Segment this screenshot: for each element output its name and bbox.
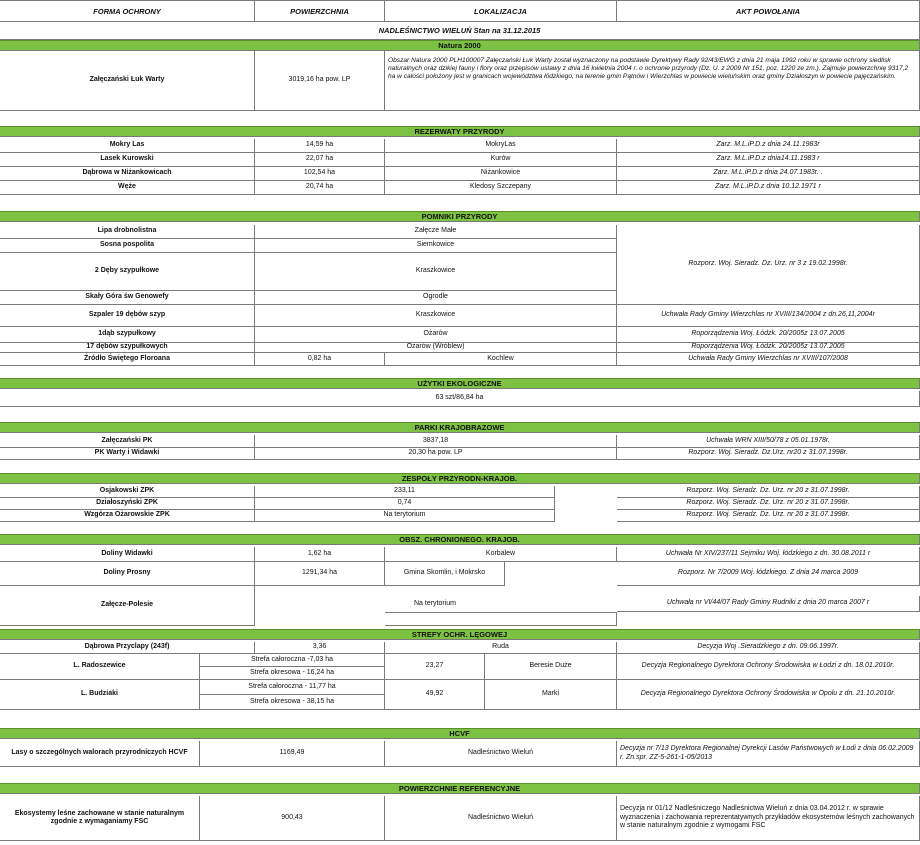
reserve-area[interactable]: 20,74 ha bbox=[255, 181, 385, 195]
landscape-act[interactable]: Rozporz. Nr 7/2009 Woj. łódzkiego. Z dnia 24 marca 2009 bbox=[617, 562, 920, 586]
nesting-area[interactable]: 3,36 bbox=[255, 642, 385, 654]
nesting-location[interactable]: Marki bbox=[485, 680, 617, 710]
reserve-location[interactable]: Kledosy Szczepany bbox=[385, 181, 617, 195]
reserve-location[interactable]: MokryLas bbox=[385, 139, 617, 153]
monument-name[interactable]: Skały Góra św Genowefy bbox=[0, 291, 255, 305]
monument-act[interactable]: Roporządzenia Woj. Łódzk. 20/2005z 13.07.2005 bbox=[617, 327, 920, 343]
complex-area[interactable]: 0,74 bbox=[255, 498, 555, 510]
complex-act[interactable]: Rozporz. Woj. Sieradz. Dz. Urz. nr 20 z 31.07.1998r. bbox=[617, 510, 920, 522]
nesting-act[interactable]: Decyzja Regionalnego Dyrektora Ochrony Środowiska w Opolu z dn. 21.10.2010r. bbox=[617, 680, 920, 710]
empty-cell bbox=[385, 612, 617, 626]
ecological-value[interactable]: 63 szt/86,84 ha bbox=[0, 391, 920, 407]
col-header-form[interactable]: FORMA OCHRONY bbox=[0, 0, 255, 22]
section-hcvf: HCVF bbox=[0, 728, 920, 739]
landscape-name[interactable]: Doliny Widawki bbox=[0, 547, 255, 562]
reserve-act[interactable]: Zarz. M.L.iP.D.z dnia 24.11.1983r bbox=[617, 139, 920, 153]
monument-location[interactable]: Kochlew bbox=[385, 353, 617, 366]
nesting-zone[interactable]: Strefa okresowa - 16,24 ha bbox=[200, 667, 385, 680]
hcvf-act[interactable]: Decyzja nr 7/13 Dyrektora Regionalnej Dyrekcji Lasów Państwowych w Łodi z dnia 06.02.2009 r. Zn.spr. ZZ-5-261-1-05/2013 bbox=[617, 741, 920, 767]
nesting-zone[interactable]: Strefa całoroczna -7,03 ha bbox=[200, 654, 385, 667]
section-complexes: ZESPOŁY PRZYRODN-KRAJOB. bbox=[0, 473, 920, 484]
reserve-area[interactable]: 14,59 ha bbox=[255, 139, 385, 153]
monument-location[interactable]: Ożarów (Wróblew) bbox=[255, 343, 617, 353]
complex-area[interactable]: 233,11 bbox=[255, 486, 555, 498]
hcvf-name[interactable]: Lasy o szczególnych walorach przyrodniczych HCVF bbox=[0, 741, 200, 767]
monument-area[interactable]: 0,82 ha bbox=[255, 353, 385, 366]
monument-location[interactable]: Kraszkowice bbox=[255, 305, 617, 327]
section-reference: POWIERZCHNIE REFERENCYJNE bbox=[0, 783, 920, 794]
section-monuments: POMNIKI PRZYRODY bbox=[0, 211, 920, 222]
reference-location[interactable]: Nadleśnictwo Wieluń bbox=[385, 796, 617, 841]
reserve-location[interactable]: Niżankowice bbox=[385, 167, 617, 181]
natura-area[interactable]: 3019,16 ha pow. LP bbox=[255, 51, 385, 111]
landscape-location[interactable]: Na terytorium bbox=[413, 599, 456, 607]
park-name[interactable]: PK Warty i Widawki bbox=[0, 448, 255, 460]
park-area[interactable]: 20,30 ha pow. LP bbox=[255, 448, 617, 460]
monument-merged-act[interactable]: Rozporz. Woj. Sieradz. Dz. Urz. nr 3 z 19.02.1998r. bbox=[617, 225, 920, 305]
col-header-area[interactable]: POWIERZCHNIA bbox=[255, 0, 385, 22]
reserve-name[interactable]: Dąbrowa w Niżankowicach bbox=[0, 167, 255, 181]
complex-name[interactable]: Wzgórza Ożarowskie ZPK bbox=[0, 510, 255, 522]
section-reserves: REZERWATY PRZYRODY bbox=[0, 126, 920, 137]
nesting-zone[interactable]: Strefa okresowa - 38,15 ha bbox=[200, 695, 385, 710]
nesting-name[interactable]: Dąbrowa Przyclapy (243f) bbox=[0, 642, 255, 654]
col-header-act[interactable]: AKT POWOŁANIA bbox=[617, 0, 920, 22]
section-nesting: STREFY OCHR. LĘGOWEJ bbox=[0, 629, 920, 640]
nesting-area[interactable]: 23,27 bbox=[385, 654, 485, 680]
reserve-location[interactable]: Kurów bbox=[385, 153, 617, 167]
park-act[interactable]: Uchwała WRN XIII/50/78 z 05.01.1978r. bbox=[617, 435, 920, 448]
hcvf-area[interactable]: 1169,49 bbox=[200, 741, 385, 767]
section-parks: PARKI KRAJOBRAZOWE bbox=[0, 422, 920, 433]
nesting-location[interactable]: Beresie Duże bbox=[485, 654, 617, 680]
reference-act[interactable]: Decyzja nr 01/12 Nadleśniczego Nadleśnictwa Wieluń z dnia 03.04.2012 r. w sprawie wyznaczenia i zachowania reprezentatywnych przykładów ekosystemów leśnych zachowanych w stanie naturalnym zgodnie z wymogami FSC bbox=[617, 796, 920, 841]
reserve-name[interactable]: Mokry Las bbox=[0, 139, 255, 153]
nesting-act[interactable]: Decyzja Woj .Sieradzkiego z dn. 09.06.1997r. bbox=[617, 642, 920, 654]
reserve-act[interactable]: Zarz. M.L.iP.D.z dnia 10.12.1971 r bbox=[617, 181, 920, 195]
monument-name[interactable]: 2 Dęby szypułkowe bbox=[0, 253, 255, 291]
nesting-zone[interactable]: Strefa całoroczna - 11,77 ha bbox=[200, 680, 385, 695]
nesting-name[interactable]: L. Radoszewice bbox=[0, 654, 200, 680]
monument-location[interactable]: Siemkowice bbox=[255, 239, 617, 253]
reference-name[interactable]: Ekosystemy leśne zachowane w stanie naturalnym zgodnie z wymaganiamy FSC bbox=[0, 796, 200, 841]
reserve-act[interactable]: Zarz. M.L.iP.D.z dnia14.11.1983 r bbox=[617, 153, 920, 167]
natura-description[interactable]: Obszar Natura 2000 PLH100007 Załęczański Łuk Warty został wyznaczony na podstawie Dyrektywy Rady 92/43/EWG z dnia 21 maja 1992 roku w sprawie ochrony siedlisk naturalnych oraz dzikiej fauny i flory oraz przepisów ustawy z dnia 16 kwietnia 2004 r. o ochronie przyrody (Dz. U. z 2009 Nr 151, poz. 1220 ze zm.). Zajmuje powierzchnię 9317,2 ha w całości położony jest w granicach województwa łódzkiego, na terenie gmin Pątnów i Wierzchlas w powiecie wieluńskim oraz gminy Działoszyn w powiecie pajęczańskim. bbox=[385, 51, 920, 111]
landscape-act[interactable]: Uchwała nr VI/44/07 Rady Gminy Rudniki z dnia 20 marca 2007 r bbox=[617, 596, 920, 612]
monument-name[interactable]: Szpaler 19 dębów szyp bbox=[0, 305, 255, 327]
landscape-name[interactable]: Doliny Prosny bbox=[0, 562, 255, 586]
monument-act[interactable]: Uchwała Rady Gminy Wierzchlas nr XVIII/107/2008 bbox=[617, 353, 920, 366]
reserve-name[interactable]: Węże bbox=[0, 181, 255, 195]
landscape-act[interactable]: Uchwała Nr XIV/237/11 Sejmiku Woj. łódzkiego z dn. 30.08.2011 r bbox=[617, 547, 920, 562]
natura-name[interactable]: Załęczański Łuk Warty bbox=[0, 51, 255, 111]
monument-name[interactable]: Lipa drobnolistna bbox=[0, 225, 255, 239]
reserve-act[interactable]: Zarz. M.L.iP.D.z dnia 24.07.1983r. . bbox=[617, 167, 920, 181]
landscape-area[interactable]: 1291,34 ha bbox=[255, 562, 385, 586]
monument-location[interactable]: Ożarów bbox=[255, 327, 617, 343]
empty-cell bbox=[255, 586, 385, 612]
reference-area[interactable]: 900,43 bbox=[200, 796, 385, 841]
section-natura: Natura 2000 bbox=[0, 40, 920, 51]
nesting-area[interactable]: 49,92 bbox=[385, 680, 485, 710]
page-title: NADLEŚNICTWO WIELUŃ Stan na 31.12.2015 bbox=[0, 22, 920, 40]
nesting-location[interactable]: Ruda bbox=[385, 642, 617, 654]
section-ecological: UŻYTKI EKOLOGICZNE bbox=[0, 378, 920, 389]
complex-name[interactable]: Osjakowski ZPK bbox=[0, 486, 255, 498]
nesting-act[interactable]: Decyzja Regionalnego Dyrektora Ochrony Środowiska w Łodzi z dn. 18.01.2010r. bbox=[617, 654, 920, 680]
park-name[interactable]: Załęczański PK bbox=[0, 435, 255, 448]
complex-act[interactable]: Rozporz. Woj. Sieradz. Dz. Urz. nr 20 z 31.07.1998r. bbox=[617, 498, 920, 510]
landscape-area[interactable]: 1,62 ha bbox=[255, 547, 385, 562]
monument-location[interactable]: Załęcze Małe bbox=[255, 225, 617, 239]
reserve-area[interactable]: 102,54 ha bbox=[255, 167, 385, 181]
landscape-name[interactable]: Załęcze-Polesie bbox=[0, 586, 255, 626]
col-header-location[interactable]: LOKALIZACJA bbox=[385, 0, 617, 22]
reserve-area[interactable]: 22,07 ha bbox=[255, 153, 385, 167]
monument-act[interactable]: Roporządzenia Woj. Łódzk. 20/2005z 13.07.2005 bbox=[617, 343, 920, 353]
monument-name[interactable]: Źródło Świętego Floroana bbox=[0, 353, 255, 366]
complex-area[interactable]: Na terytorium bbox=[255, 510, 555, 522]
complex-name[interactable]: Działoszyński ZPK bbox=[0, 498, 255, 510]
section-landscape: OBSZ. CHRONIONEGO. KRAJOB. bbox=[0, 534, 920, 545]
nesting-name[interactable]: L. Budziaki bbox=[0, 680, 200, 710]
monument-name[interactable]: Sosna pospolita bbox=[0, 239, 255, 253]
monument-act[interactable]: Uchwała Rady Gminy Wierzchlas nr XVIII/134/2004 z dn.26,11,2004r bbox=[617, 305, 920, 327]
monument-name[interactable]: 17 dębów szypułkowych bbox=[0, 343, 255, 353]
park-act[interactable]: Rozporz. Woj. Sieradz. Dz.Urz. nr20 z 31.07.1998r. bbox=[617, 448, 920, 460]
monument-location[interactable]: Kraszkowice bbox=[255, 253, 617, 291]
park-area[interactable]: 3837,18 bbox=[255, 435, 617, 448]
monument-location[interactable]: Ogrodle bbox=[255, 291, 617, 305]
landscape-location[interactable]: Gmina Skomlin, i Mokrsko bbox=[385, 562, 505, 586]
landscape-location[interactable]: Korbalew bbox=[385, 547, 617, 562]
monument-name[interactable]: 1dąb szypułkowy bbox=[0, 327, 255, 343]
complex-act[interactable]: Rozporz. Woj. Sieradz. Dz. Urz. nr 20 z 31.07.1998r. bbox=[617, 486, 920, 498]
hcvf-location[interactable]: Nadleśnictwo Wieluń bbox=[385, 741, 617, 767]
reserve-name[interactable]: Lasek Kurowski bbox=[0, 153, 255, 167]
